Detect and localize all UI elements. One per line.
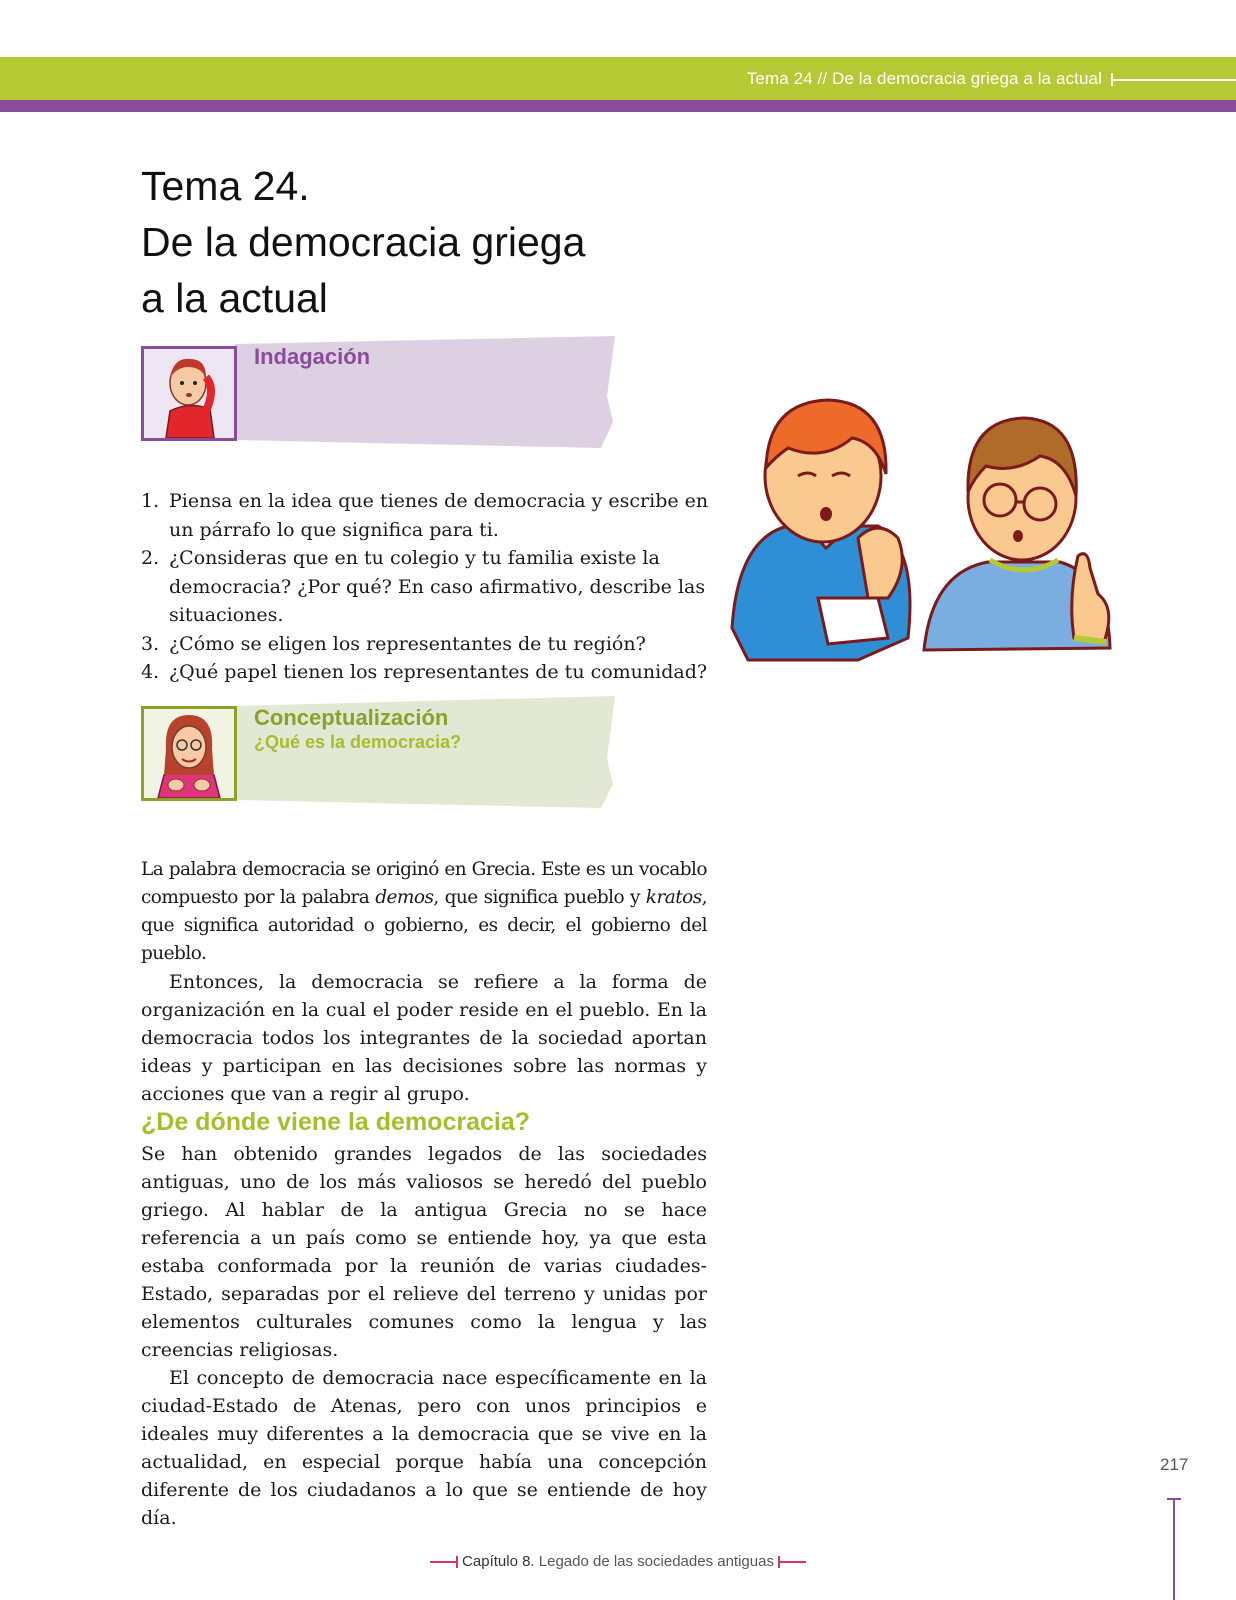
- origen-heading: ¿De dónde viene la democracia?: [141, 1108, 531, 1136]
- concept-paragraph-1: La palabra democracia se originó en Grecia. Este es un vocablo compuesto por la palabra demos, que significa pueblo y kratos, que significa autoridad o gobierno, es decir, el gobierno del pueblo.: [141, 859, 707, 964]
- conceptualizacion-box: [141, 696, 619, 808]
- list-item: 2. ¿Consideras que en tu colegio y tu familia existe la democracia? ¿Por qué? En caso afirmativo, describe las situaciones.: [141, 547, 706, 626]
- margin-rule: [1173, 1498, 1175, 1600]
- footer-chapter: Capítulo 8.: [462, 1553, 535, 1570]
- title-line-1: Tema 24.: [141, 163, 310, 209]
- questions-list: [141, 487, 711, 687]
- list-item: 4. ¿Qué papel tienen los representantes de tu comunidad?: [141, 661, 708, 683]
- origen-text: [141, 1140, 707, 1532]
- thinking-boy-avatar: [141, 346, 237, 441]
- conceptualizacion-subheading: ¿Qué es la democracia?: [254, 732, 462, 752]
- title-line-3: a la actual: [141, 275, 328, 321]
- footer-chapter-title: Legado de las sociedades antiguas: [538, 1553, 774, 1570]
- indagacion-box: [141, 336, 619, 448]
- page-number: 217: [1160, 1455, 1189, 1474]
- origen-paragraph-1: Se han obtenido grandes legados de las sociedades antiguas, uno de los más valiosos se heredó del pueblo griego. Al hablar de la antigua Grecia no se hace referencia a un país como se entiende hoy, ya que esta estaba conformada por la reunión de varias ciudades-Estado, separadas por el relieve del terreno y unidas por elementos culturales comunes como la lengua y las creencias religiosas.: [141, 1143, 707, 1361]
- footer-bar-right: [778, 1561, 806, 1563]
- title-line-2: De la democracia griega: [141, 219, 586, 265]
- concept-text: [141, 856, 707, 1108]
- page-title: [141, 158, 585, 326]
- thinking-boy-icon: [144, 349, 234, 438]
- header-rule: [1111, 79, 1236, 81]
- two-kids-illustration: [728, 398, 1138, 688]
- girl-icon: [144, 709, 234, 798]
- origen-paragraph-2: El concepto de democracia nace específicamente en la ciudad-Estado de Atenas, pero con unos principios e ideales muy diferentes a la democracia que se vive en la actualidad, en especial porque había una concepción diferente de los ciudadanos a lo que se entiende de hoy día.: [141, 1367, 707, 1529]
- footer: [0, 1553, 1236, 1570]
- indagacion-heading: Indagación: [254, 344, 371, 369]
- concept-paragraph-2: Entonces, la democracia se refiere a la forma de organización en la cual el poder reside en el pueblo. En la democracia todos los integrantes de la sociedad aportan ideas y participan en las decisiones sobre las normas y acciones que van a regir al grupo.: [141, 971, 707, 1105]
- running-title: Tema 24 // De la democracia griega a la actual: [746, 69, 1102, 88]
- header-stripe: [0, 100, 1236, 112]
- footer-bar-left: [430, 1561, 458, 1563]
- list-item: 3. ¿Cómo se eligen los representantes de tu región?: [141, 632, 646, 655]
- list-item: 1. Piensa en la idea que tienes de democracia y escribe en un párrafo lo que significa para ti.: [141, 490, 709, 541]
- conceptualizacion-heading: Conceptualización: [254, 705, 449, 730]
- girl-avatar: [141, 706, 237, 801]
